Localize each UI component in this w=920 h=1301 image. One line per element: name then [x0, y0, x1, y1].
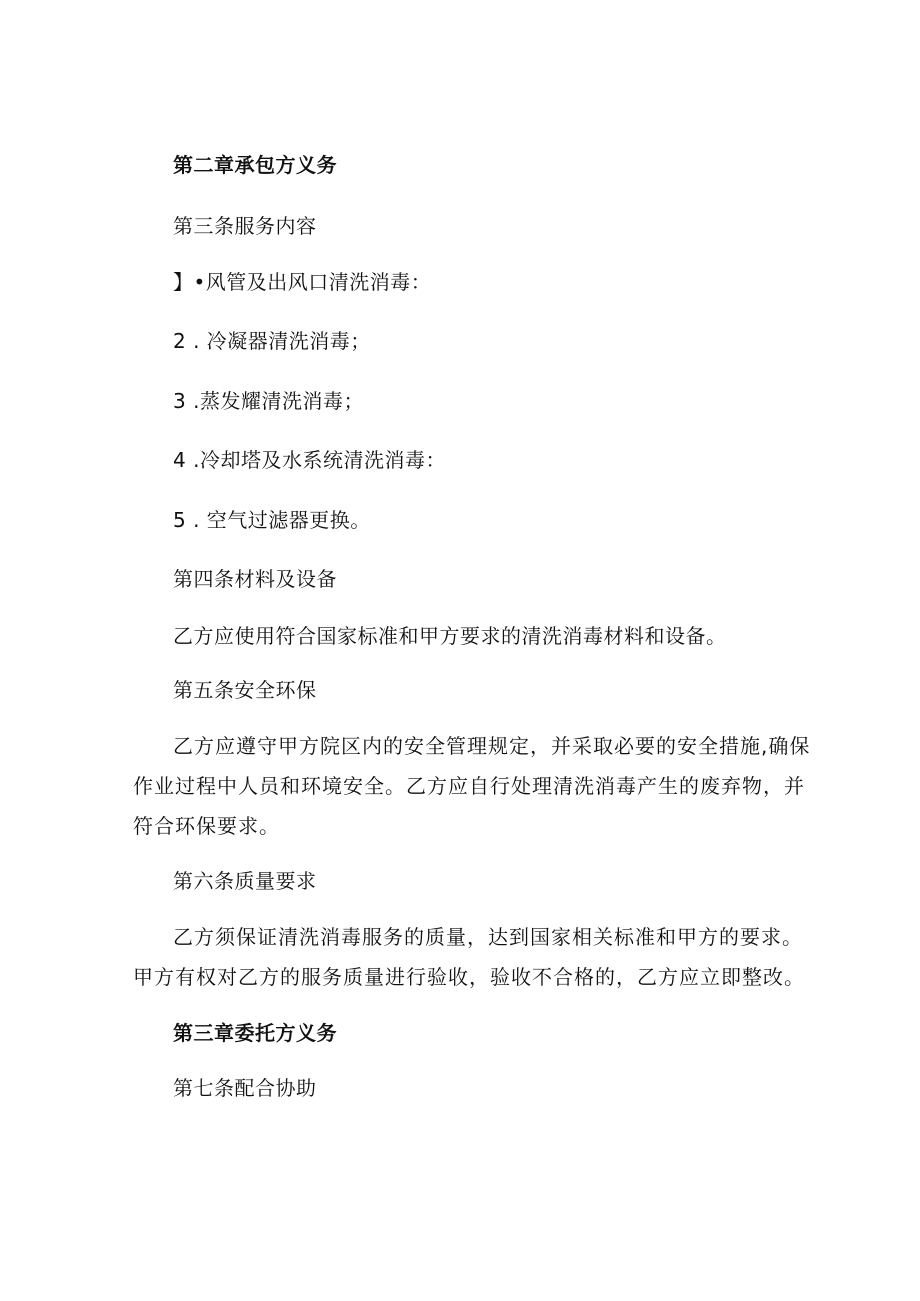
- article-five-heading: 第五条安全环保: [173, 678, 317, 702]
- chapter-two-heading: 第二章承包方义务: [173, 153, 337, 177]
- article-four-heading: 第四条材料及设备: [173, 567, 337, 591]
- service-item-1: 】•风管及出风口清洗消毒：: [173, 270, 432, 294]
- article-six-text-line-2: 甲方有权对乙方的服务质量进行验收，验收不合格的，乙方应立即整改。: [133, 965, 805, 989]
- service-item-2: 2 . 冷凝器清洗消毒；: [173, 329, 371, 353]
- article-three-heading: 第三条服务内容: [173, 214, 317, 238]
- article-five-text-line-3: 符合环保要求。: [133, 814, 280, 838]
- service-item-3: 3 .蒸发耀清洗消毒；: [173, 389, 364, 413]
- article-five-text-line-2: 作业过程中人员和环境安全。乙方应自行处理清洗消毒产生的废弃物，并: [133, 774, 805, 798]
- service-item-4: 4 .冷却塔及水系统清洗消毒：: [173, 448, 446, 472]
- article-seven-heading: 第七条配合协助: [173, 1076, 317, 1100]
- service-item-5: 5 . 空气过滤器更换。: [173, 508, 371, 532]
- chapter-three-heading: 第三章委托方义务: [173, 1021, 337, 1045]
- article-five-text-line-1: 乙方应遵守甲方院区内的安全管理规定，并采取必要的安全措施,确保: [173, 734, 811, 758]
- article-four-text: 乙方应使用符合国家标准和甲方要求的清洗消毒材料和设备。: [173, 624, 727, 648]
- article-six-text-line-1: 乙方须保证清洗消毒服务的质量，达到国家相关标准和甲方的要求。: [173, 925, 803, 949]
- article-six-heading: 第六条质量要求: [173, 869, 317, 893]
